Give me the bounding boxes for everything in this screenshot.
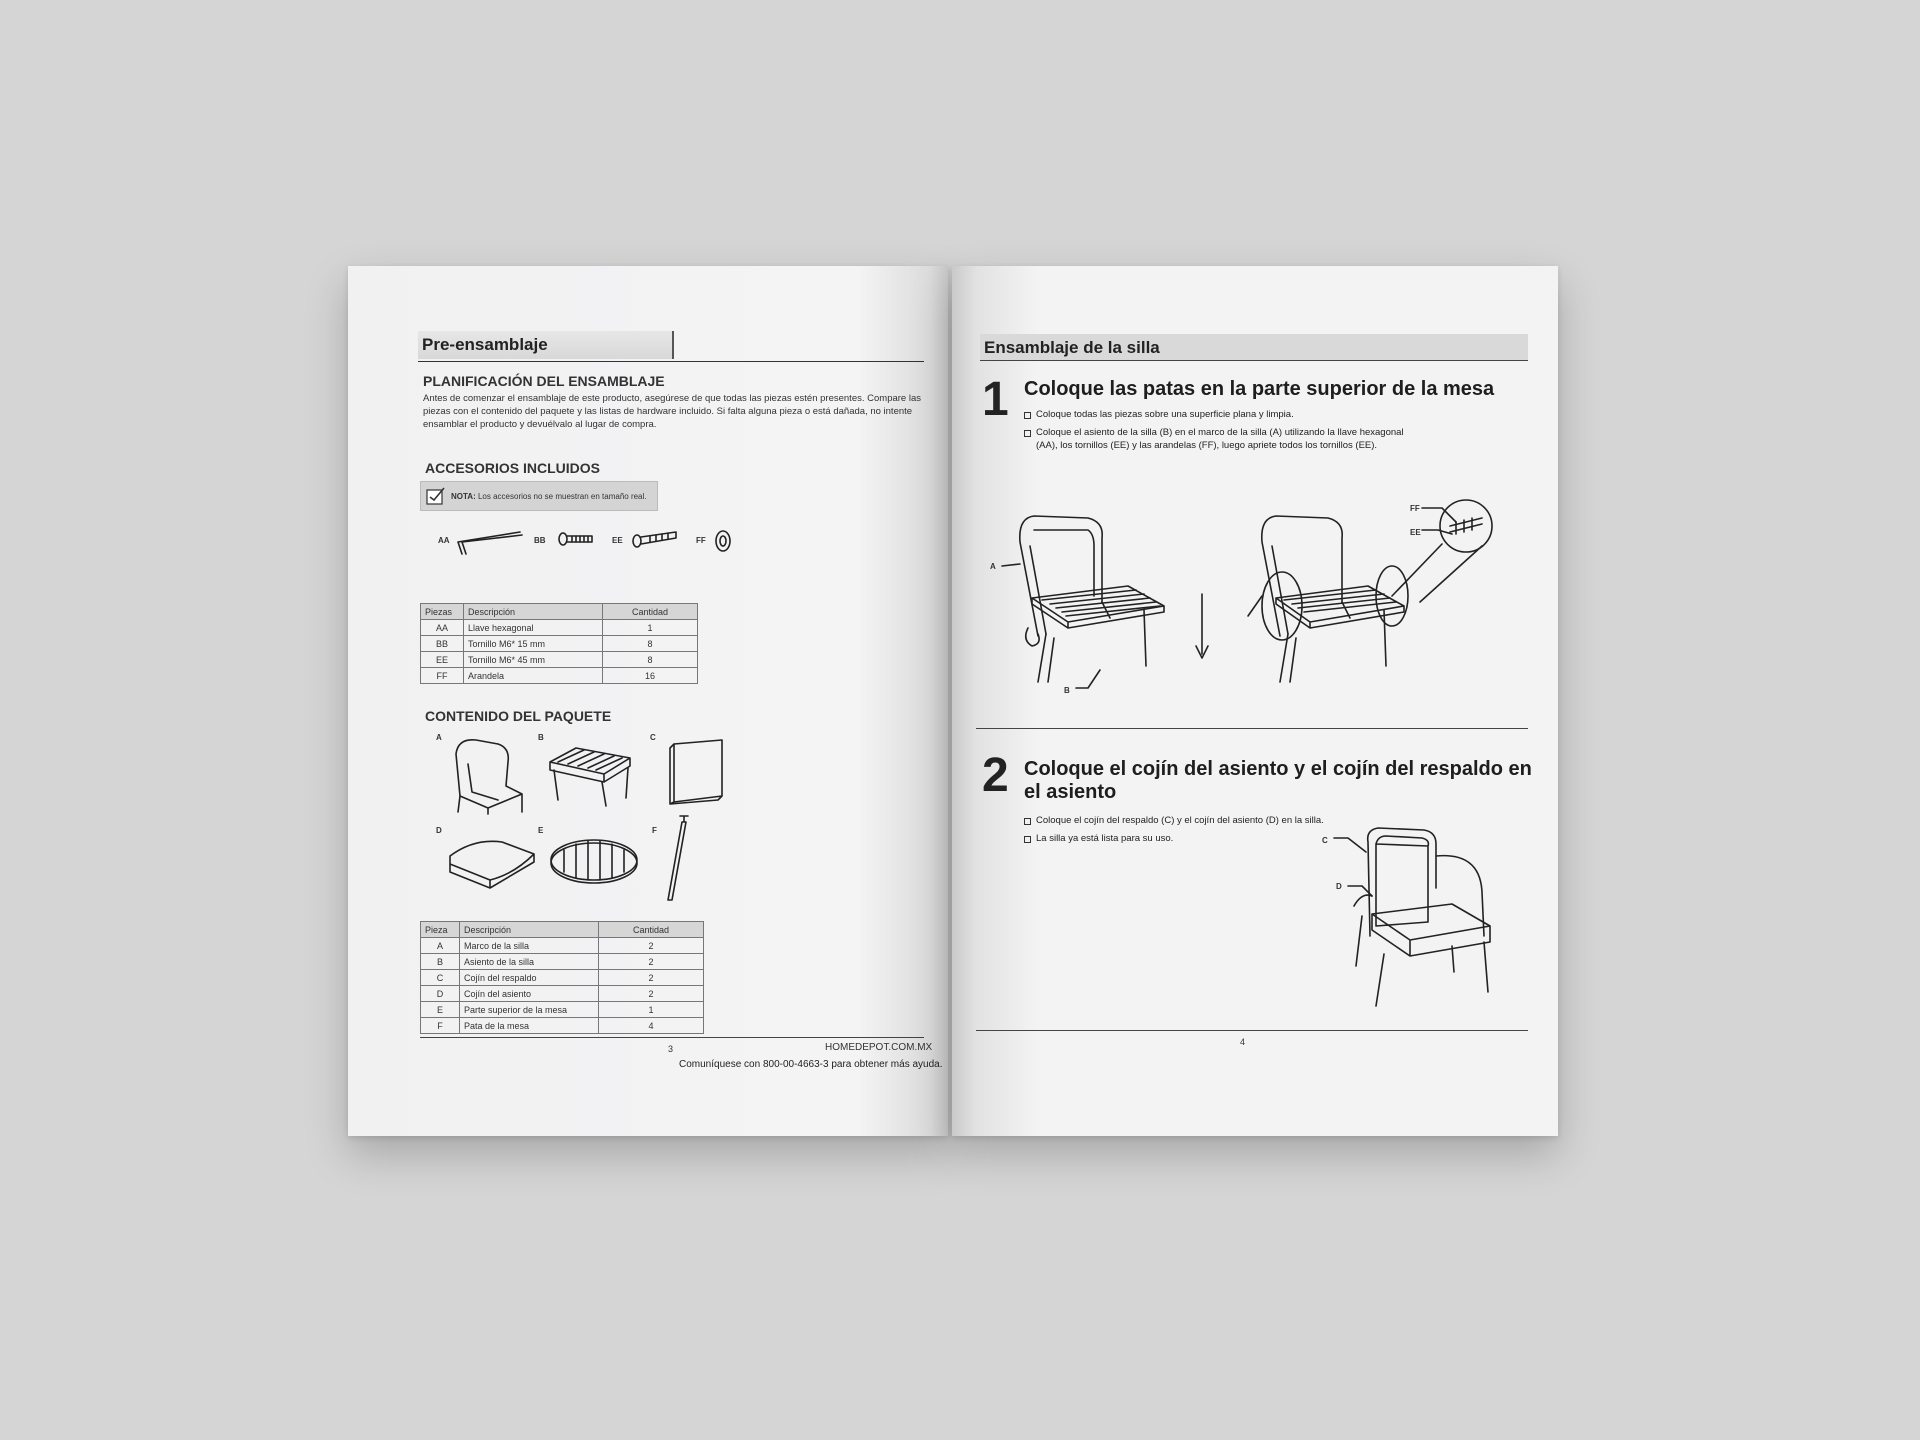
table-row [421,938,704,954]
hardware-table [420,603,698,684]
table-cell: F [421,1018,460,1034]
callout-ff: FF [1410,504,1420,513]
step-number: 1 [982,373,1009,426]
short-screw-icon [558,532,594,546]
note-icon [425,485,447,507]
table-cell: Tornillo M6* 15 mm [464,636,603,652]
table-cell: 2 [599,986,704,1002]
package-label-b: B [538,733,544,742]
hex-key-icon [456,528,524,558]
callout-b: B [1064,686,1070,695]
table-top-icon [548,836,640,886]
table-cell: AA [421,620,464,636]
step-instruction: Coloque todas las piezas sobre una superficie plana y limpia. [1024,408,1436,421]
page-number: 4 [1240,1037,1246,1047]
table-cell: C [421,970,460,986]
cushioned-chair-illustration [1332,796,1512,1016]
left-page [348,266,948,1136]
table-cell: BB [421,636,464,652]
table-cell: Cojín del asiento [460,986,599,1002]
table-cell: Arandela [464,668,603,684]
table-cell: FF [421,668,464,684]
table-cell: 2 [599,970,704,986]
hardware-label-aa: AA [438,536,450,545]
package-label-a: A [436,733,442,742]
table-cell: B [421,954,460,970]
table-cell: D [421,986,460,1002]
table-cell: E [421,1002,460,1018]
callout-b-leader [1074,666,1104,692]
page-number: 3 [668,1044,674,1054]
planning-title: PLANIFICACIÓN DEL ENSAMBLAJE [423,373,665,389]
step-divider [976,728,1528,729]
package-label-d: D [436,826,442,835]
package-label-c: C [650,733,656,742]
table-row [421,986,704,1002]
table-row [421,636,698,652]
chair-seat-icon [546,740,632,806]
chair-assembly-illustration [998,486,1238,686]
website: HOMEDEPOT.COM.MX [825,1042,933,1053]
header-cell: Pieza [421,922,460,938]
callout-c: C [1322,836,1328,845]
back-cushion-icon [666,736,730,806]
table-cell: Asiento de la silla [460,954,599,970]
hardware-label-bb: BB [534,536,546,545]
table-cell: Llave hexagonal [464,620,603,636]
table-cell: Tornillo M6* 45 mm [464,652,603,668]
section-title: Pre-ensamblaje [418,331,674,359]
table-cell: EE [421,652,464,668]
table-row [421,620,698,636]
table-row [421,652,698,668]
package-table [420,921,704,1034]
table-cell: 2 [599,954,704,970]
table-cell: 4 [599,1018,704,1034]
hardware-label-ee: EE [612,536,623,545]
table-cell: 2 [599,938,704,954]
table-cell: 16 [603,668,698,684]
planning-text: Antes de comenzar el ensamblaje de este producto, asegúrese de que todas las piezas estén presentes. Compare las piezas con el contenido del paquete y las listas de hardware incluido. Si falta alguna pieza o está dañada, no intente ensamblar el producto y devuélvalo al lugar de compra. [423,393,921,430]
callout-a: A [990,562,996,571]
table-header-row [421,604,698,620]
header-cell: Cantidad [603,604,698,620]
table-cell: 1 [603,620,698,636]
hardware-label-ff: FF [696,536,706,545]
help-text: Comuníquese con 800-00-4663-3 para obtener más ayuda. [679,1059,943,1070]
footer-rule [420,1037,924,1038]
package-label-f: F [652,826,657,835]
header-cell: Descripción [460,922,599,938]
table-cell: 1 [599,1002,704,1018]
seat-cushion-icon [444,834,540,890]
table-leg-icon [666,814,690,904]
callout-d: D [1336,882,1342,891]
long-screw-icon [632,530,678,548]
table-cell: 8 [603,652,698,668]
step-title: Coloque el cojín del asiento y el cojín del respaldo en el asiento [1024,758,1532,803]
booklet [348,266,1558,1136]
table-cell: A [421,938,460,954]
note-text: Los accesorios no se muestran en tamaño real. [477,491,647,501]
header-cell: Descripción [464,604,603,620]
note-box [420,481,658,511]
note-label: NOTA: [451,491,476,501]
table-header-row [421,922,704,938]
chair-detail-illustration [1242,486,1502,686]
table-row [421,970,704,986]
table-row [421,668,698,684]
step-instruction: Coloque el asiento de la silla (B) en el marco de la silla (A) utilizando la llave hexagonal (AA), los tornillos (EE) y las arandelas (FF), luego apriete todos los tornillos (EE). [1024,426,1416,452]
header-cell: Piezas [421,604,464,620]
table-cell: Pata de la mesa [460,1018,599,1034]
section-title: Ensamblaje de la silla [980,334,1528,361]
table-cell: Marco de la silla [460,938,599,954]
chair-frame-icon [448,734,528,814]
footer-rule [976,1030,1528,1031]
accessories-title: ACCESORIOS INCLUIDOS [425,460,601,476]
step-instruction: Coloque el cojín del respaldo (C) y el cojín del asiento (D) en la silla. [1024,814,1476,827]
step-title: Coloque las patas en la parte superior de la mesa [1024,378,1495,400]
washer-icon [714,529,732,553]
callout-ee: EE [1410,528,1421,537]
step-number: 2 [982,749,1009,802]
package-title: CONTENIDO DEL PAQUETE [425,708,612,724]
table-row [421,1002,704,1018]
table-cell: Cojín del respaldo [460,970,599,986]
right-page [952,266,1558,1136]
header-cell: Cantidad [599,922,704,938]
section-rule [418,361,924,362]
table-row [421,1018,704,1034]
package-label-e: E [538,826,544,835]
table-cell: Parte superior de la mesa [460,1002,599,1018]
table-row [421,954,704,970]
table-cell: 8 [603,636,698,652]
step-instruction: La silla ya está lista para su uso. [1024,832,1476,845]
